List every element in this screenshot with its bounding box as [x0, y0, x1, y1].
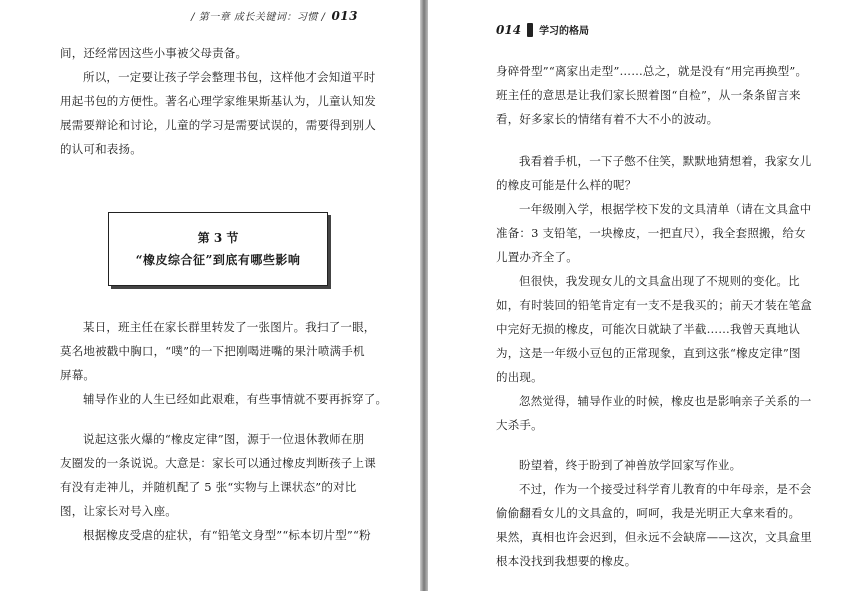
body-line: 班主任的意思是让我们家长照着图“自检”，从一条条留言来: [496, 88, 801, 102]
body-line: 忽然觉得，辅导作业的时候，橡皮也是影响亲子关系的一: [519, 394, 812, 408]
page-number: 014: [496, 23, 522, 37]
running-header: [191, 8, 358, 23]
body-line: 莫名地被戳中胸口，“噗”的一下把刚喝进嘴的果汁喷满手机: [60, 344, 365, 358]
body-line: 屏幕。: [60, 368, 96, 382]
body-line: 友圈发的一条说说。大意是：家长可以通过橡皮判断孩子上课: [60, 456, 376, 470]
body-line: 用起书包的方便性。著名心理学家维果斯基认为，儿童认知发: [60, 94, 376, 108]
body-line: 的认可和表扬。: [60, 142, 142, 156]
body-line: 根本没找到我想要的橡皮。: [496, 554, 637, 568]
body-line: 根据橡皮受虐的症状，有“铅笔文身型”“标本切片型”“粉: [83, 528, 371, 542]
chapter-header: / 第一章 成长关键词：习惯 /: [191, 12, 326, 23]
body-line: 中完好无损的橡皮，可能次日就缺了半截……我曾天真地认: [496, 322, 801, 336]
body-line: 看，好多家长的情绪有着不大不小的波动。: [496, 112, 719, 126]
body-line: 盼望着，终于盼到了神兽放学回家写作业。: [519, 458, 742, 472]
body-line: 偷偷翻看女儿的文具盒的，呵呵，我是光明正大拿来看的。: [496, 506, 801, 520]
body-line: 说起这张火爆的“橡皮定律”图，源于一位退休教师在朋: [83, 432, 365, 446]
body-line: 大杀手。: [496, 418, 543, 432]
right-page: [428, 0, 849, 591]
body-line: 间，还经常因这些小事被父母责备。: [60, 46, 248, 60]
page-number: 013: [331, 9, 358, 23]
body-line: 的橡皮可能是什么样的呢？: [496, 178, 637, 192]
body-line: 辅导作业的人生已经如此艰难，有些事情就不要再拆穿了。: [83, 392, 388, 406]
section-title: “橡皮综合征”到底有哪些影响: [135, 253, 301, 267]
body-line: 果然，真相也许会迟到，但永远不会缺席——这次，文具盒里: [496, 530, 812, 544]
body-line: 图，让家长对号入座。: [60, 504, 177, 518]
body-line: 但很快，我发现女儿的文具盒出现了不规则的变化。比: [519, 274, 800, 288]
body-line: 为，这是一年级小豆包的正常现象，直到这张“橡皮定律”图: [496, 346, 801, 360]
body-line: 所以，一定要让孩子学会整理书包，这样他才会知道平时: [83, 70, 376, 84]
running-header: [496, 22, 589, 37]
body-line: 一年级刚入学，根据学校下发的文具清单（请在文具盒中: [519, 202, 812, 216]
body-line: 我看着手机，一下子憋不住笑，默默地猜想着，我家女儿: [519, 154, 812, 168]
body-line: 儿置办齐全了。: [496, 250, 578, 264]
left-page: [0, 0, 420, 591]
book-title: 学习的格局: [539, 26, 590, 37]
body-line: 有没有走神儿，并随机配了 5 张“实物与上课状态”的对比: [60, 480, 357, 494]
book-gutter: [420, 0, 428, 591]
body-line: 不过，作为一个接受过科学育儿教育的中年母亲，是不会: [519, 482, 812, 496]
body-line: 身碎骨型”“离家出走型”……总之，就是没有“用完再换型”。: [496, 64, 808, 78]
body-line: 如，有时装回的铅笔肯定有一支不是我买的；前天才装在笔盒: [496, 298, 812, 312]
body-line: 展需要辩论和讨论，儿童的学习是需要试误的，需要得到别人: [60, 118, 376, 132]
section-number: 第 3 节: [197, 231, 239, 245]
bookmark-icon: [527, 23, 533, 37]
body-line: 的出现。: [496, 370, 543, 384]
body-line: 准备：3 支铅笔，一块橡皮，一把直尺），我全套照搬，给女: [496, 226, 806, 240]
section-heading-box: [108, 212, 328, 286]
body-line: 某日，班主任在家长群里转发了一张图片。我扫了一眼，: [83, 320, 376, 334]
